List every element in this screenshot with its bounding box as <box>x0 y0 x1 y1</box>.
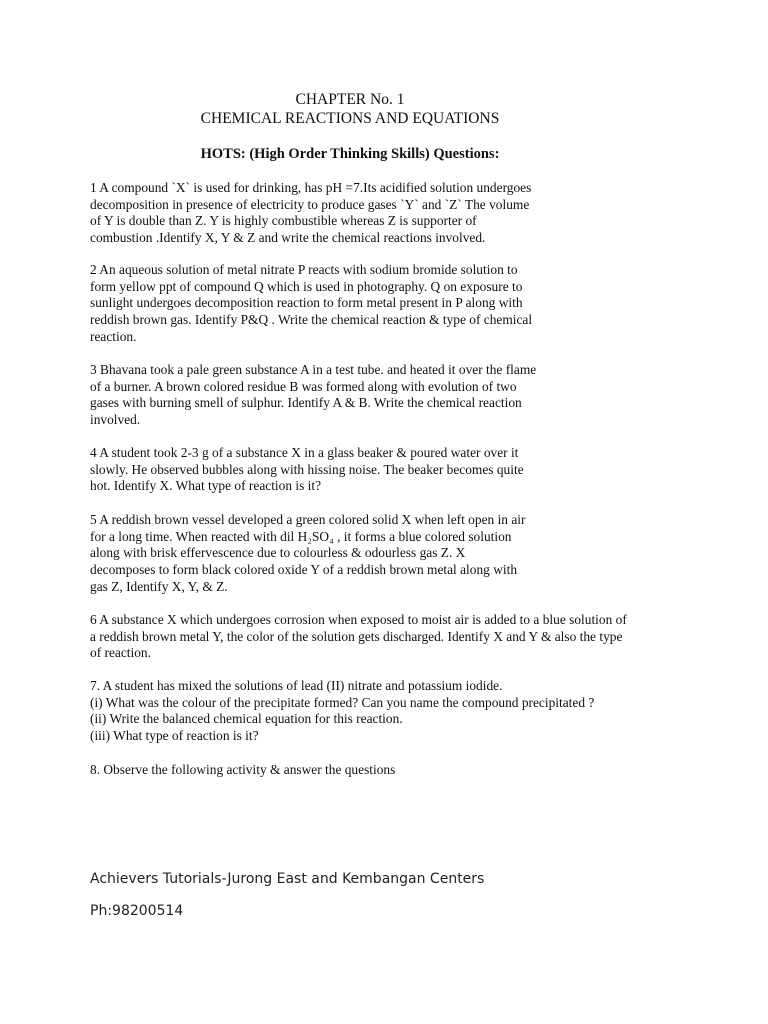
question-7 <box>90 678 594 745</box>
question-line: decomposition in presence of electricity to produce gases `Y` and `Z` The volume <box>90 196 530 212</box>
question-6 <box>90 612 627 662</box>
question-line: (i) What was the colour of the precipitate formed? Can you name the compound precipitated ? <box>90 694 595 710</box>
question-line: form yellow ppt of compound Q which is used in photography. Q on exposure to <box>90 278 523 294</box>
question-line: 1 A compound `X` is used for drinking, has pH =7.Its acidified solution undergoes <box>90 180 532 195</box>
question-line: gases with burning smell of sulphur. Identify A & B. Write the chemical reaction <box>90 395 522 411</box>
question-line: for a long time. When reacted with dil H₂SO₄ , it forms a blue colored solution <box>90 528 512 544</box>
question-line: 8. Observe the following activity & answer the questions <box>90 762 396 777</box>
question-line: decomposes to form black colored oxide Y of a reddish brown metal along with <box>90 562 518 578</box>
question-line: 4 A student took 2-3 g of a substance X in a glass beaker & poured water over it <box>90 445 519 460</box>
question-line: hot. Identify X. What type of reaction is it? <box>90 478 322 494</box>
question-line: of a burner. A brown colored residue B was formed along with evolution of two <box>90 378 517 394</box>
question-3 <box>90 362 536 429</box>
footer-phone: Ph:98200514 <box>90 903 184 919</box>
question-line: slowly. He observed bubbles along with hissing noise. The beaker becomes quite <box>90 461 524 477</box>
question-line: 2 An aqueous solution of metal nitrate P reacts with sodium bromide solution to <box>90 262 518 277</box>
hots-heading: HOTS: (High Order Thinking Skills) Questions: <box>200 146 500 162</box>
question-line: 7. A student has mixed the solutions of lead (II) nitrate and potassium iodide. <box>90 678 503 693</box>
question-1 <box>90 180 531 247</box>
question-2 <box>90 262 532 346</box>
question-line: of reaction. <box>90 645 151 661</box>
question-line: sunlight undergoes decomposition reaction to form metal present in P along with <box>90 295 523 311</box>
question-5 <box>90 512 525 596</box>
question-line: (ii) Write the balanced chemical equation for this reaction. <box>90 711 403 727</box>
question-8 <box>90 762 395 779</box>
question-line: of Y is double than Z. Y is highly combustible whereas Z is supporter of <box>90 213 477 229</box>
chapter-title: CHEMICAL REACTIONS AND EQUATIONS <box>200 110 500 127</box>
question-line: gas Z, Identify X, Y, & Z. <box>90 578 228 594</box>
question-line: 6 A substance X which undergoes corrosion when exposed to moist air is added to a blue solution of <box>90 612 627 627</box>
question-line: reddish brown gas. Identify P&Q . Write the chemical reaction & type of chemical <box>90 312 533 328</box>
question-4 <box>90 445 524 495</box>
footer-centers: Achievers Tutorials-Jurong East and Kembangan Centers <box>90 871 485 887</box>
question-line: involved. <box>90 412 141 428</box>
question-line: combustion .Identify X, Y & Z and write the chemical reactions involved. <box>90 230 486 246</box>
question-line: 5 A reddish brown vessel developed a green colored solid X when left open in air <box>90 512 526 527</box>
question-line: (iii) What type of reaction is it? <box>90 728 259 744</box>
question-line: a reddish brown metal Y, the color of the solution gets discharged. Identify X and Y & also the type <box>90 628 623 644</box>
question-line: reaction. <box>90 328 137 344</box>
chapter-heading: CHAPTER No. 1 <box>295 91 405 108</box>
question-line: 3 Bhavana took a pale green substance A in a test tube. and heated it over the flame <box>90 362 537 377</box>
question-line: along with brisk effervescence due to colourless & odourless gas Z. X <box>90 545 466 561</box>
